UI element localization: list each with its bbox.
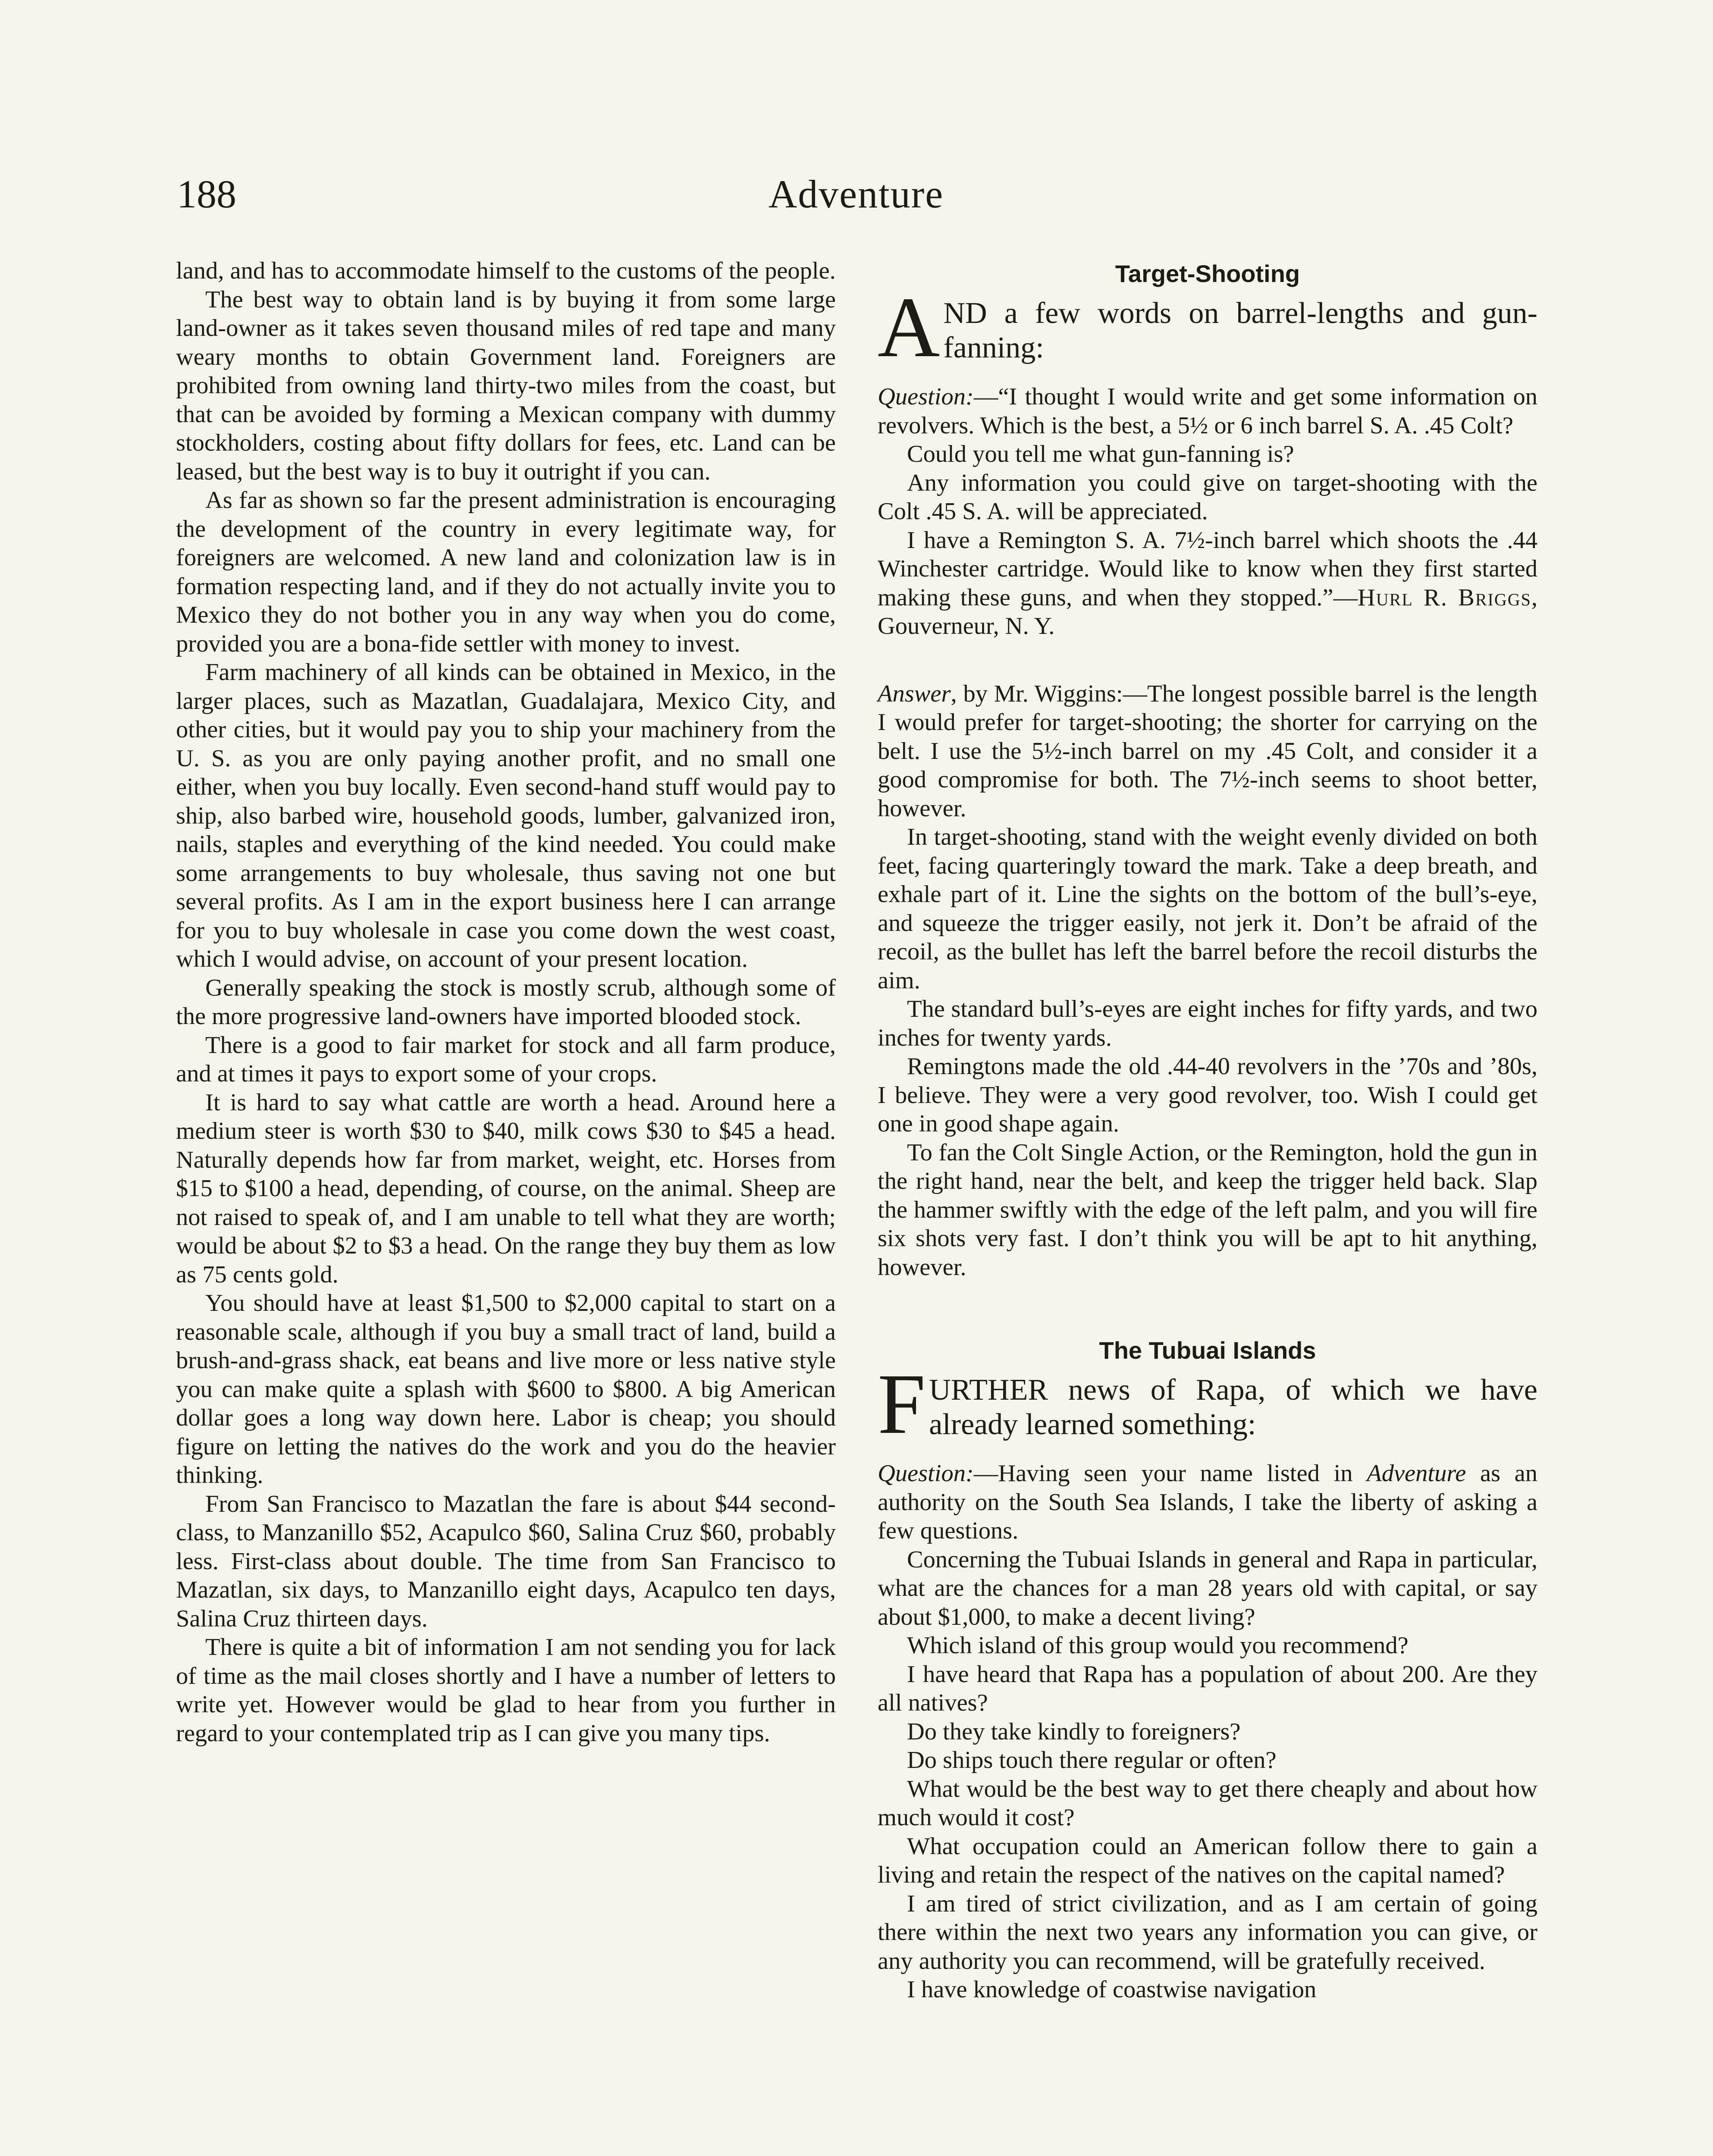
answer-label: Answer <box>878 680 951 707</box>
question-paragraph: I have heard that Rapa has a population of about 200. Are they all natives? <box>878 1661 1537 1716</box>
question-label: Question: <box>878 1460 974 1487</box>
magazine-title-italic: Adventure <box>1367 1460 1466 1487</box>
body-paragraph: There is a good to fair market for stock and all farm produce, and at times it pays to export some of your crops. <box>176 1031 836 1087</box>
body-paragraph: As far as shown so far the present administration is encouraging the development of the country in every legitimate way, for foreigners are welcomed. A new land and colonization law is in formation respecting land, and if they do not actually invite you to Mexico they do not bother you in any way when you do come, provided you are a bona-fide settler with money to invest. <box>176 487 836 657</box>
page-number: 188 <box>177 172 236 216</box>
spacer <box>878 641 1537 680</box>
body-paragraph: There is quite a bit of information I am not sending you for lack of time as the mail closes shortly and I have a number of letters to write yet. However would be glad to hear from you further in regard to your contemplated trip as I can give you many tips. <box>176 1634 836 1747</box>
correspondent-name: Hurl R. Briggs <box>1357 584 1531 611</box>
question-text: —Having seen your name listed in <box>973 1460 1367 1487</box>
question-paragraph: Any information you could give on target-shooting with the Colt .45 S. A. will be appreciated. <box>878 469 1537 525</box>
body-paragraph: From San Francisco to Mazatlan the fare is about $44 second-class, to Manzanillo $52, Acapulco $60, Salina Cruz $60, probably less. First-class about double. The time from San Francisco to Mazatlan, six days, to Manzanillo eight days, Acapulco ten days, Salina Cruz thirteen days. <box>176 1490 836 1632</box>
target-shooting-section <box>878 257 1537 1282</box>
drop-cap: F <box>878 1357 926 1452</box>
question-paragraph: I have knowledge of coastwise navigation <box>907 1976 1317 2003</box>
answer-text: , by Mr. Wiggins:—The longest possible barrel is the length I would prefer for target-shooting; the shorter for carrying on the belt. I use the 5½-inch barrel on my .45 Colt, and consider it a good compromise for both. The 7½-inch seems to shoot better, however. <box>878 680 1537 822</box>
section-heading: The Tubuai Islands <box>1099 1337 1316 1364</box>
question-paragraph <box>878 1459 1537 1545</box>
intro-text: URTHER news of Rapa, of which we have already learned something: <box>929 1373 1537 1441</box>
section-intro <box>878 1357 1537 1452</box>
section-intro <box>878 280 1537 375</box>
spacer <box>878 1282 1537 1333</box>
tubuai-islands-section <box>878 1333 1537 2004</box>
answer-paragraph: Remingtons made the old .44-40 revolvers in the ’70s and ’80s, I believe. They were a very good revolver, too. Wish I could get one in good shape again. <box>878 1053 1537 1137</box>
question-paragraph: Do ships touch there regular or often? <box>907 1747 1277 1774</box>
answer-paragraph: In target-shooting, stand with the weight evenly divided on both feet, facing quarteringly toward the mark. Take a deep breath, and exhale part of it. Line the sights on the bottom of the bull’s-eye, and squeeze the trigger easily, not jerk it. Don’t be afraid of the recoil, as the bullet has left the barrel before the recoil disturbs the aim. <box>878 824 1537 994</box>
page-header <box>177 164 1535 224</box>
question-paragraph: What would be the best way to get there cheaply and about how much would it cost? <box>878 1775 1537 1831</box>
body-paragraph: You should have at least $1,500 to $2,000 capital to start on a reasonable scale, although if you buy a small tract of land, build a brush-and-grass shack, eat beans and live more or less native style you can make quite a splash with $600 to $800. A big American dollar goes a long way down here. Labor is cheap; you should figure on letting the natives do the work and you do the heavier thinking. <box>176 1290 836 1489</box>
drop-cap: A <box>878 280 940 375</box>
answer-paragraph <box>878 680 1537 823</box>
answer-paragraph: The standard bull’s-eyes are eight inches for fifty yards, and two inches for twenty yards. <box>878 996 1537 1051</box>
question-label: Question: <box>878 383 974 410</box>
body-paragraph: land, and has to accommodate himself to the customs of the people. <box>176 257 836 284</box>
running-title: Adventure <box>768 172 944 216</box>
question-text: I have a Remington S. A. 7½-inch barrel which shoots the .44 Winchester cartridge. Would like to know when they first started making these guns, and when they stopped.”— <box>878 526 1537 611</box>
body-paragraph: Farm machinery of all kinds can be obtained in Mexico, in the larger places, such as Mazatlan, Guadalajara, Mexico City, and other cities, but it would pay you to ship your machinery from the U. S. as you are only paying another profit, and no small one either, when you buy locally. Even second-hand stuff would pay to ship, also barbed wire, household goods, lumber, galvanized iron, nails, staples and everything of the kind needed. You could make some arrangements to buy wholesale, thus saving not one but several profits. As I am in the export business here I can arrange for you to buy wholesale in case you come down the west coast, which I would advise, on account of your present location. <box>176 659 836 972</box>
question-paragraph: What occupation could an American follow there to gain a living and retain the respect of the natives on the capital named? <box>878 1833 1537 1888</box>
right-column <box>878 257 1537 2004</box>
left-column <box>176 257 836 1748</box>
answer-paragraph: To fan the Colt Single Action, or the Remington, hold the gun in the right hand, near the belt, and keep the trigger held back. Slap the hammer swiftly with the edge of the left palm, and you will fire six shots very fast. I don’t think you will be apt to hit anything, however. <box>878 1139 1537 1281</box>
question-paragraph <box>878 382 1537 440</box>
question-text: —“I thought I would write and get some information on revolvers. Which is the best, a 5½ or 6 inch barrel S. A. .45 Colt? <box>878 383 1537 439</box>
body-paragraph: It is hard to say what cattle are worth a head. Around here a medium steer is worth $30 to $40, milk cows $30 to $45 a head. Naturally depends how far from market, weight, etc. Horses from $15 to $100 a head, depending, of course, on the animal. Sheep are not raised to speak of, and I am unable to tell what they are worth; would be about $2 to $3 a head. On the range they buy them as low as 75 cents gold. <box>176 1089 836 1288</box>
question-paragraph: Could you tell me what gun-fanning is? <box>907 441 1294 467</box>
question-paragraph: Concerning the Tubuai Islands in general and Rapa in particular, what are the chances for a man 28 years old with capital, or say about $1,000, to make a decent living? <box>878 1546 1537 1630</box>
question-paragraph <box>878 526 1537 641</box>
intro-text: ND a few words on barrel-lengths and gun-fanning: <box>943 297 1537 364</box>
correspondent-location: , Gouverneur, N. Y. <box>878 584 1538 639</box>
section-heading: Target-Shooting <box>1115 260 1300 287</box>
body-paragraph: Generally speaking the stock is mostly scrub, although some of the more progressive land-owners have imported blooded stock. <box>176 974 836 1030</box>
question-paragraph: Do they take kindly to foreigners? <box>907 1718 1241 1745</box>
question-text: as an authority on the South Sea Islands, I take the liberty of asking a few questions. <box>878 1460 1537 1544</box>
body-paragraph: The best way to obtain land is by buying it from some large land-owner as it takes seven thousand miles of red tape and many weary months to obtain Government land. Foreigners are prohibited from owning land thirty-two miles from the coast, but that can be avoided by forming a Mexican company with dummy stockholders, costing about fifty dollars for fees, etc. Land can be leased, but the best way is to buy it outright if you can. <box>176 286 836 485</box>
question-paragraph: Which island of this group would you recommend? <box>907 1632 1409 1659</box>
question-paragraph: I am tired of strict civilization, and as I am certain of going there within the next two years any information you can give, or any authority you can recommend, will be gratefully received. <box>878 1890 1537 1974</box>
